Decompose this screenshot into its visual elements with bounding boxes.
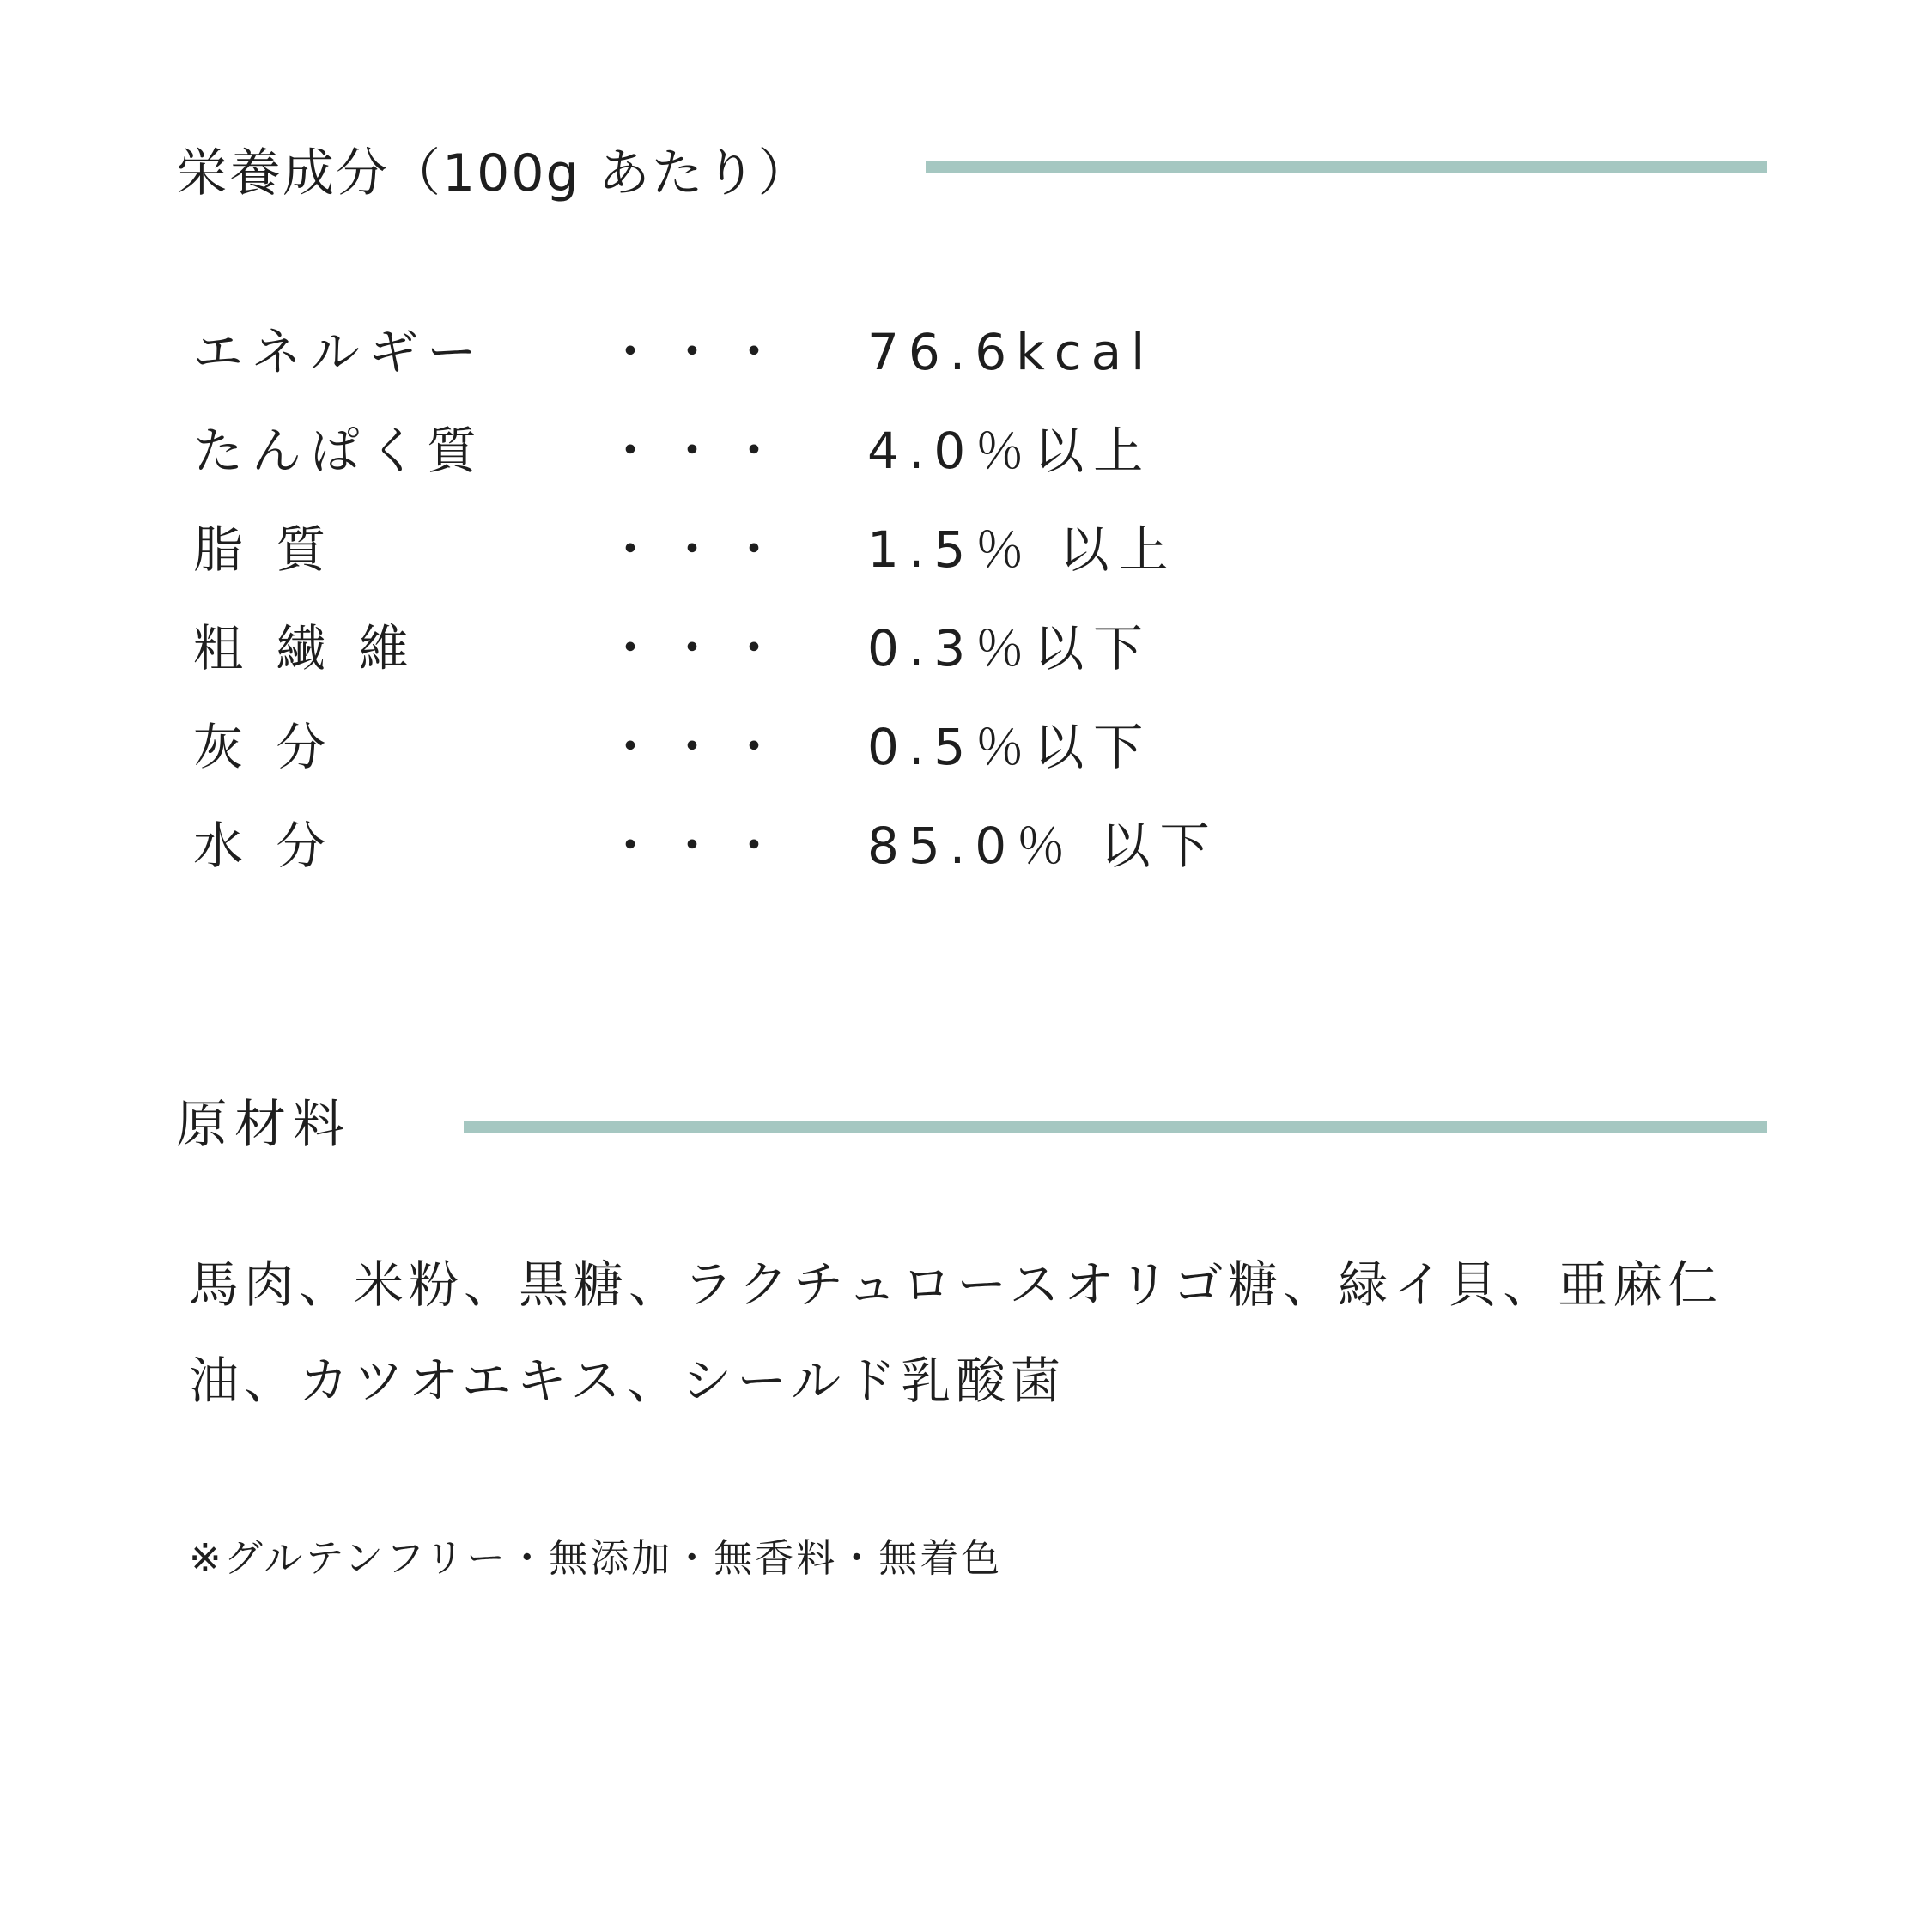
ingredients-title-rule xyxy=(464,1121,1767,1133)
nutrient-separator: ・・・ xyxy=(605,817,792,875)
nutrient-value: 0.3％以下 xyxy=(867,619,1153,677)
nutrient-value: 0.5％以下 xyxy=(867,718,1153,776)
nutrient-name: エネルギー xyxy=(193,323,486,381)
ingredients-section-title: 原材料 xyxy=(176,1095,351,1155)
nutrient-separator: ・・・ xyxy=(605,619,792,677)
nutrient-row-fiber xyxy=(193,614,1309,683)
nutrient-row-protein xyxy=(193,416,1309,485)
nutrient-row-ash xyxy=(193,713,1309,781)
nutrient-separator: ・・・ xyxy=(605,520,792,579)
nutrient-separator: ・・・ xyxy=(605,323,792,381)
nutrient-value: 85.0％ 以下 xyxy=(867,817,1219,875)
nutrient-separator: ・・・ xyxy=(605,718,792,776)
nutrient-value: 1.5％ 以上 xyxy=(867,520,1178,579)
nutrient-name: 水 分 xyxy=(193,817,335,875)
nutrient-row-energy xyxy=(193,318,1309,386)
nutrient-value: 4.0％以上 xyxy=(867,422,1153,480)
nutrient-row-fat xyxy=(193,515,1309,584)
nutrient-name: 粗 繊 維 xyxy=(193,619,417,677)
nutrition-section-title: 栄養成分（100g あたり） xyxy=(176,143,811,204)
ingredients-text: 馬肉、米粉、黒糖、ラクチュロースオリゴ糖、緑イ貝、亜麻仁油、カツオエキス、シールド乳酸菌 xyxy=(189,1255,1723,1410)
nutrient-name: 脂 質 xyxy=(193,520,335,579)
product-note: ※グルテンフリー・無添加・無香料・無着色 xyxy=(189,1535,1003,1581)
nutrient-name: たんぱく質 xyxy=(193,422,486,480)
nutrient-separator: ・・・ xyxy=(605,422,792,480)
nutrient-row-moisture xyxy=(193,811,1309,880)
nutrition-title-rule xyxy=(926,161,1767,173)
nutrient-value: 76.6kcal xyxy=(867,323,1155,381)
nutrient-name: 灰 分 xyxy=(193,718,335,776)
